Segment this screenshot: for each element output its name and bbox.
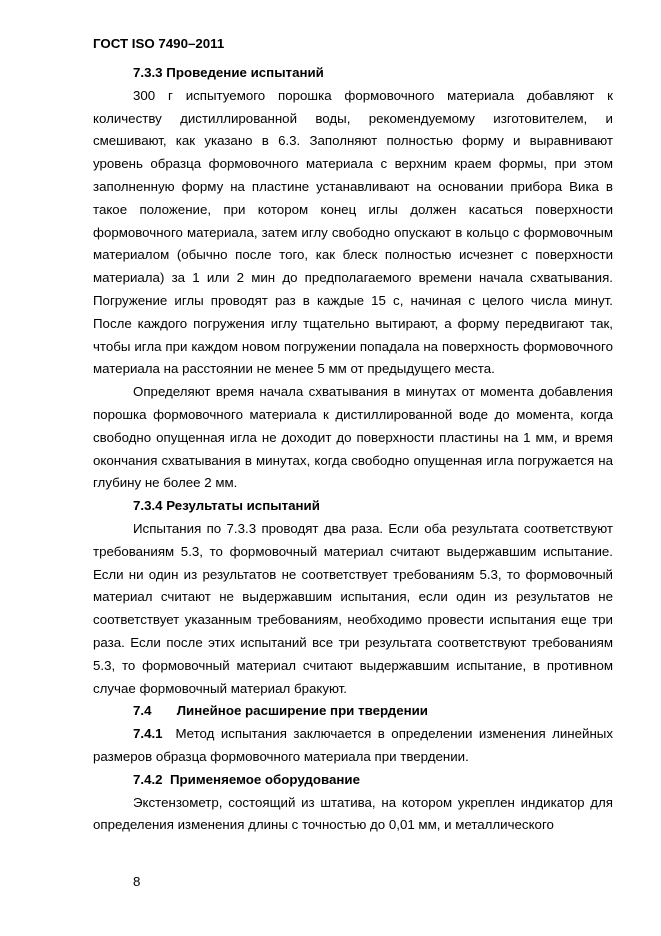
paragraph: 300 г испытуемого порошка формовочного материала добавляют к количеству дистиллированной воды, рекомендуемому изготовителем, и смешивают, как указано в 6.3. Заполняют полностью форму и выравнивают уровень образца формовочного материала с верхним краем формы, при этом заполненную форму на пластине устанавливают на основании прибора Вика в такое положение, при котором конец иглы должен касаться поверхности формовочного материала, затем иглу свободно опускают в кольцо с формовочным материалом (обычно после того, как блеск полностью исчезнет с поверхности материала) за 1 или 2 мин до предполагаемого времени начала схватывания. Погружение иглы проводят раз в каждые 15 с, начиная с целого числа минут. После каждого погружения иглу тщательно вытирают, а форму передвигают так, чтобы игла при каждом новом погружении попадала на поверхность формовочного материала на расстоянии не менее 5 мм от предыдущего места.	[93, 87, 613, 377]
document-body	[93, 62, 613, 837]
paragraph: Испытания по 7.3.3 проводят два раза. Если оба результата соответствуют требованиям 5.3, то формовочный материал считают выдержавшим испытание. Если ни один из результатов не соответствует требованиям 5.3, то формовочный материал считают не выдержавшим испытания, если один из результатов не соответствует указанным требованиям, необходимо провести испытания еще три раза. Если после этих испытаний все три результата соответствуют требованиям 5.3, то формовочный материал считают выдержавшим испытание, в противном случае формовочный материал бракуют.	[93, 520, 613, 696]
paragraph: Экстензометр, состоящий из штатива, на котором укреплен индикатор для определения изменения длины с точностью до 0,01 мм, и металлического	[93, 794, 613, 833]
page-number: 8	[133, 874, 141, 889]
section-number: 7.4	[133, 703, 152, 719]
standard-header: ГОСТ ISO 7490–2011	[93, 36, 225, 51]
paragraph-7-4-1	[93, 723, 613, 769]
section-heading-7-4	[93, 700, 613, 723]
paragraph: Определяют время начала схватывания в минутах от момента добавления порошка формовочного материала к дистиллированной воде до момента, когда свободно опущенная игла не доходит до поверхности пластины на 1 мм, и время окончания схватывания в минутах, когда свободно опущенная игла погружается на глубину не более 2 мм.	[93, 384, 613, 491]
paragraph-text: Метод испытания заключается в определении изменения линейных размеров образца формовочного материала при твердении.	[93, 726, 613, 764]
section-heading-7-3-4: 7.3.4 Результаты испытаний	[133, 498, 320, 514]
section-number: 7.4.1	[133, 726, 163, 742]
section-title: Линейное расширение при твердении	[176, 703, 428, 719]
section-heading-7-4-2	[93, 769, 613, 792]
section-number: 7.4.2	[133, 771, 163, 787]
section-heading-7-3-3: 7.3.3 Проведение испытаний	[133, 65, 324, 80]
section-title: Применяемое оборудование	[169, 771, 360, 787]
